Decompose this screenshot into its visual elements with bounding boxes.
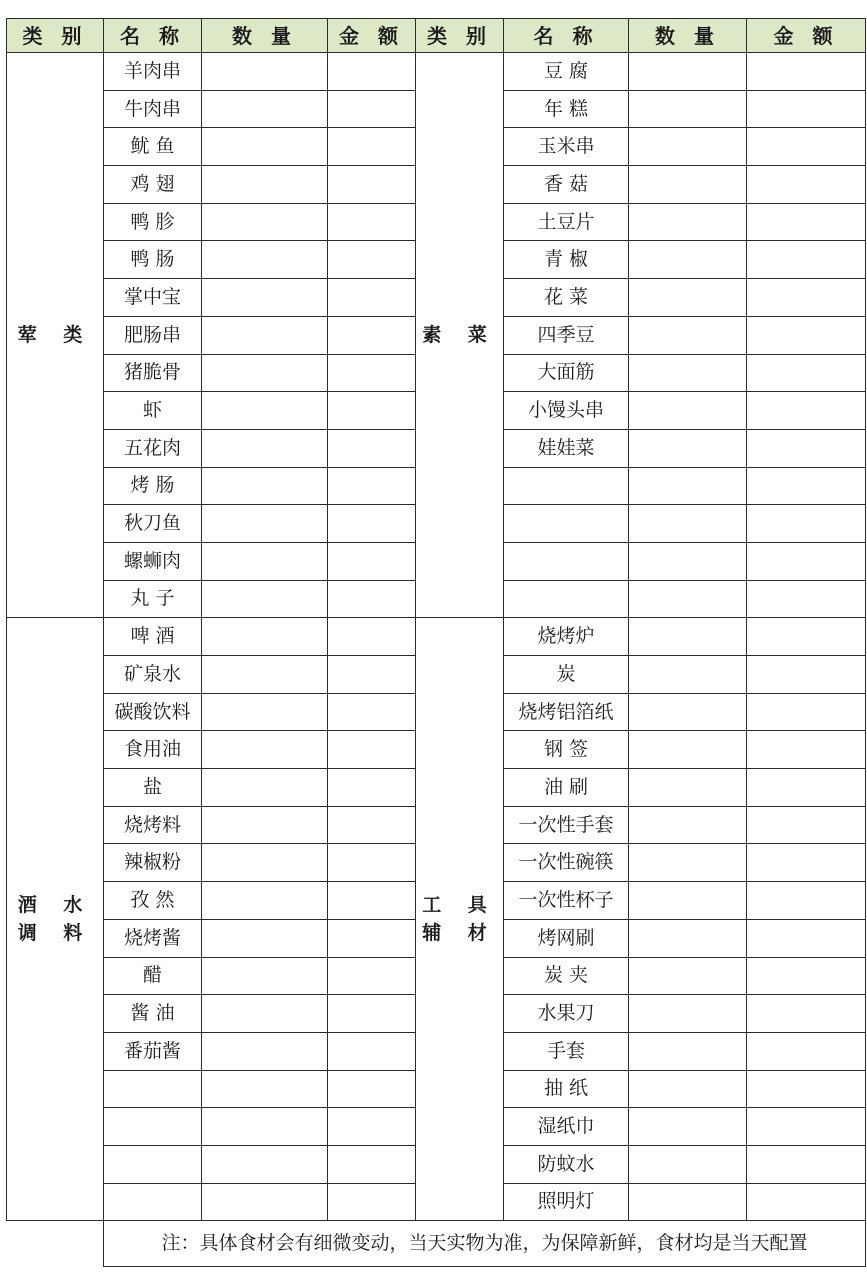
item-name-right: 土豆片: [504, 203, 629, 241]
quantity-cell-right[interactable]: [629, 919, 747, 957]
item-name-right: 烧烤炉: [504, 618, 629, 656]
item-name-right: 一次性手套: [504, 806, 629, 844]
quantity-cell-left[interactable]: [202, 769, 328, 807]
amount-cell-right[interactable]: [747, 1183, 866, 1221]
header-quantity-right: 数 量: [629, 19, 747, 53]
quantity-cell-right[interactable]: [629, 957, 747, 995]
item-name-left: 羊肉串: [104, 53, 202, 91]
header-amount-left: 金 额: [328, 19, 416, 53]
amount-cell-right[interactable]: [747, 693, 866, 731]
item-name-left: [104, 1070, 202, 1108]
amount-cell-left[interactable]: [328, 1145, 416, 1183]
item-name-right: 抽 纸: [504, 1070, 629, 1108]
item-name-left: 丸 子: [104, 580, 202, 618]
quantity-cell-left[interactable]: [202, 128, 328, 166]
quantity-cell-left[interactable]: [202, 995, 328, 1033]
amount-cell-left[interactable]: [328, 580, 416, 618]
quantity-cell-left[interactable]: [202, 1108, 328, 1146]
amount-cell-right[interactable]: [747, 806, 866, 844]
quantity-cell-right[interactable]: [629, 1145, 747, 1183]
quantity-cell-right[interactable]: [629, 354, 747, 392]
amount-cell-left[interactable]: [328, 806, 416, 844]
quantity-cell-right[interactable]: [629, 505, 747, 543]
note-row: [7, 1221, 866, 1267]
quantity-cell-left[interactable]: [202, 166, 328, 204]
quantity-cell-right[interactable]: [629, 731, 747, 769]
quantity-cell-left[interactable]: [202, 580, 328, 618]
category-label: 素 菜: [422, 324, 497, 347]
quantity-cell-left[interactable]: [202, 392, 328, 430]
amount-cell-right[interactable]: [747, 279, 866, 317]
amount-cell-left[interactable]: [328, 53, 416, 91]
item-name-right: 香 菇: [504, 166, 629, 204]
category-cell-left: [7, 53, 104, 618]
amount-cell-left[interactable]: [328, 392, 416, 430]
quantity-cell-left[interactable]: [202, 316, 328, 354]
category-label: 工 具: [422, 894, 497, 917]
quantity-cell-right[interactable]: [629, 279, 747, 317]
category-cell-right: [416, 53, 504, 618]
amount-cell-right[interactable]: [747, 392, 866, 430]
item-name-right: 照明灯: [504, 1183, 629, 1221]
amount-cell-left[interactable]: [328, 618, 416, 656]
amount-cell-right[interactable]: [747, 53, 866, 91]
quantity-cell-left[interactable]: [202, 203, 328, 241]
quantity-cell-left[interactable]: [202, 53, 328, 91]
amount-cell-right[interactable]: [747, 844, 866, 882]
quantity-cell-left[interactable]: [202, 1070, 328, 1108]
quantity-cell-left[interactable]: [202, 618, 328, 656]
item-name-right: 玉米串: [504, 128, 629, 166]
note-blank-cell: [7, 1221, 104, 1267]
item-name-left: 辣椒粉: [104, 844, 202, 882]
amount-cell-right[interactable]: [747, 241, 866, 279]
quantity-cell-right[interactable]: [629, 995, 747, 1033]
item-name-right: 青 椒: [504, 241, 629, 279]
quantity-cell-left[interactable]: [202, 429, 328, 467]
item-name-left: 螺蛳肉: [104, 542, 202, 580]
quantity-cell-right[interactable]: [629, 542, 747, 580]
amount-cell-left[interactable]: [328, 844, 416, 882]
item-name-left: 食用油: [104, 731, 202, 769]
item-name-left: 鸭 胗: [104, 203, 202, 241]
quantity-cell-right[interactable]: [629, 316, 747, 354]
header-quantity-left: 数 量: [202, 19, 328, 53]
header-amount-right: 金 额: [747, 19, 866, 53]
amount-cell-right[interactable]: [747, 1070, 866, 1108]
item-name-right: 一次性碗筷: [504, 844, 629, 882]
amount-cell-right[interactable]: [747, 1108, 866, 1146]
amount-cell-right[interactable]: [747, 1145, 866, 1183]
item-name-left: 番茄酱: [104, 1032, 202, 1070]
item-name-right: 防蚊水: [504, 1145, 629, 1183]
amount-cell-left[interactable]: [328, 995, 416, 1033]
item-name-left: 矿泉水: [104, 656, 202, 694]
amount-cell-left[interactable]: [328, 656, 416, 694]
quantity-cell-left[interactable]: [202, 656, 328, 694]
quantity-cell-right[interactable]: [629, 203, 747, 241]
quantity-cell-left[interactable]: [202, 693, 328, 731]
amount-cell-right[interactable]: [747, 128, 866, 166]
amount-cell-left[interactable]: [328, 731, 416, 769]
quantity-cell-left[interactable]: [202, 731, 328, 769]
item-name-left: 肥肠串: [104, 316, 202, 354]
amount-cell-left[interactable]: [328, 279, 416, 317]
item-name-left: [104, 1183, 202, 1221]
item-name-right: 烤网刷: [504, 919, 629, 957]
item-name-left: 鱿 鱼: [104, 128, 202, 166]
category-label: 酒 水: [17, 894, 93, 917]
quantity-cell-right[interactable]: [629, 241, 747, 279]
amount-cell-left[interactable]: [328, 354, 416, 392]
amount-cell-left[interactable]: [328, 542, 416, 580]
amount-cell-left[interactable]: [328, 90, 416, 128]
amount-cell-right[interactable]: [747, 995, 866, 1033]
quantity-cell-right[interactable]: [629, 580, 747, 618]
item-name-left: 五花肉: [104, 429, 202, 467]
quantity-cell-left[interactable]: [202, 1032, 328, 1070]
header-name-right: 名 称: [504, 19, 629, 53]
item-name-left: 孜 然: [104, 882, 202, 920]
quantity-cell-left[interactable]: [202, 505, 328, 543]
amount-cell-left[interactable]: [328, 769, 416, 807]
amount-cell-right[interactable]: [747, 618, 866, 656]
quantity-cell-left[interactable]: [202, 919, 328, 957]
item-name-right: 烧烤铝箔纸: [504, 693, 629, 731]
item-name-right: 炭 夹: [504, 957, 629, 995]
amount-cell-left[interactable]: [328, 316, 416, 354]
quantity-cell-right[interactable]: [629, 429, 747, 467]
item-name-right: 水果刀: [504, 995, 629, 1033]
quantity-cell-right[interactable]: [629, 1108, 747, 1146]
item-name-right: 小馒头串: [504, 392, 629, 430]
category-cell-right: [416, 618, 504, 1221]
amount-cell-right[interactable]: [747, 429, 866, 467]
amount-cell-left[interactable]: [328, 1032, 416, 1070]
item-name-right: 湿纸巾: [504, 1108, 629, 1146]
amount-cell-right[interactable]: [747, 656, 866, 694]
quantity-cell-left[interactable]: [202, 354, 328, 392]
category-cell-left: [7, 618, 104, 1221]
quantity-cell-left[interactable]: [202, 467, 328, 505]
quantity-cell-left[interactable]: [202, 1183, 328, 1221]
item-name-left: 碳酸饮料: [104, 693, 202, 731]
item-name-left: 牛肉串: [104, 90, 202, 128]
amount-cell-right[interactable]: [747, 166, 866, 204]
quantity-cell-right[interactable]: [629, 392, 747, 430]
item-name-left: 鸡 翅: [104, 166, 202, 204]
amount-cell-right[interactable]: [747, 882, 866, 920]
amount-cell-right[interactable]: [747, 1032, 866, 1070]
quantity-cell-right[interactable]: [629, 1070, 747, 1108]
amount-cell-left[interactable]: [328, 429, 416, 467]
quantity-cell-left[interactable]: [202, 90, 328, 128]
quantity-cell-right[interactable]: [629, 90, 747, 128]
item-name-right: 一次性杯子: [504, 882, 629, 920]
amount-cell-right[interactable]: [747, 919, 866, 957]
item-name-right: 炭: [504, 656, 629, 694]
quantity-cell-right[interactable]: [629, 693, 747, 731]
table-row: [7, 53, 866, 91]
header-category-left: 类 别: [7, 19, 104, 53]
amount-cell-left[interactable]: [328, 693, 416, 731]
amount-cell-left[interactable]: [328, 241, 416, 279]
category-label: 荤 类: [17, 324, 93, 347]
quantity-cell-left[interactable]: [202, 1145, 328, 1183]
quantity-cell-left[interactable]: [202, 806, 328, 844]
quantity-cell-right[interactable]: [629, 844, 747, 882]
item-name-left: 掌中宝: [104, 279, 202, 317]
amount-cell-right[interactable]: [747, 957, 866, 995]
item-name-left: 鸭 肠: [104, 241, 202, 279]
item-name-right: [504, 580, 629, 618]
quantity-cell-right[interactable]: [629, 769, 747, 807]
quantity-cell-left[interactable]: [202, 957, 328, 995]
quantity-cell-left[interactable]: [202, 279, 328, 317]
item-name-left: 秋刀鱼: [104, 505, 202, 543]
quantity-cell-right[interactable]: [629, 1183, 747, 1221]
quantity-cell-right[interactable]: [629, 656, 747, 694]
item-name-left: 烤 肠: [104, 467, 202, 505]
amount-cell-left[interactable]: [328, 166, 416, 204]
item-name-right: 豆 腐: [504, 53, 629, 91]
quantity-cell-right[interactable]: [629, 618, 747, 656]
amount-cell-right[interactable]: [747, 203, 866, 241]
item-name-left: [104, 1108, 202, 1146]
item-name-left: 酱 油: [104, 995, 202, 1033]
amount-cell-left[interactable]: [328, 919, 416, 957]
amount-cell-right[interactable]: [747, 580, 866, 618]
amount-cell-left[interactable]: [328, 505, 416, 543]
amount-cell-left[interactable]: [328, 203, 416, 241]
item-name-right: 手套: [504, 1032, 629, 1070]
quantity-cell-left[interactable]: [202, 542, 328, 580]
amount-cell-right[interactable]: [747, 731, 866, 769]
item-name-right: 四季豆: [504, 316, 629, 354]
amount-cell-right[interactable]: [747, 316, 866, 354]
item-name-right: 花 菜: [504, 279, 629, 317]
header-name-left: 名 称: [104, 19, 202, 53]
amount-cell-left[interactable]: [328, 1183, 416, 1221]
amount-cell-right[interactable]: [747, 542, 866, 580]
quantity-cell-right[interactable]: [629, 128, 747, 166]
quantity-cell-left[interactable]: [202, 241, 328, 279]
item-name-right: 钢 签: [504, 731, 629, 769]
quantity-cell-left[interactable]: [202, 882, 328, 920]
amount-cell-right[interactable]: [747, 769, 866, 807]
amount-cell-left[interactable]: [328, 1070, 416, 1108]
amount-cell-left[interactable]: [328, 467, 416, 505]
header-category-right: 类 别: [416, 19, 504, 53]
item-name-right: 娃娃菜: [504, 429, 629, 467]
amount-cell-right[interactable]: [747, 505, 866, 543]
item-name-left: 烧烤酱: [104, 919, 202, 957]
quantity-cell-right[interactable]: [629, 806, 747, 844]
amount-cell-left[interactable]: [328, 128, 416, 166]
item-name-right: 年 糕: [504, 90, 629, 128]
quantity-cell-right[interactable]: [629, 166, 747, 204]
item-name-left: 醋: [104, 957, 202, 995]
item-name-right: [504, 467, 629, 505]
shopping-list-table: [6, 18, 866, 1267]
amount-cell-left[interactable]: [328, 1108, 416, 1146]
header-row: [7, 19, 866, 53]
quantity-cell-right[interactable]: [629, 1032, 747, 1070]
amount-cell-left[interactable]: [328, 957, 416, 995]
quantity-cell-right[interactable]: [629, 882, 747, 920]
amount-cell-right[interactable]: [747, 90, 866, 128]
footnote: 注：具体食材会有细微变动，当天实物为准，为保障新鲜，食材均是当天配置: [104, 1221, 866, 1267]
category-label: 辅 材: [422, 922, 497, 945]
quantity-cell-right[interactable]: [629, 53, 747, 91]
item-name-right: 油 刷: [504, 769, 629, 807]
amount-cell-left[interactable]: [328, 882, 416, 920]
quantity-cell-left[interactable]: [202, 844, 328, 882]
item-name-right: 大面筋: [504, 354, 629, 392]
item-name-right: [504, 542, 629, 580]
item-name-left: 啤 酒: [104, 618, 202, 656]
quantity-cell-right[interactable]: [629, 467, 747, 505]
table-row: [7, 618, 866, 656]
item-name-right: [504, 505, 629, 543]
item-name-left: 虾: [104, 392, 202, 430]
item-name-left: 猪脆骨: [104, 354, 202, 392]
amount-cell-right[interactable]: [747, 354, 866, 392]
item-name-left: [104, 1145, 202, 1183]
item-name-left: 盐: [104, 769, 202, 807]
category-label: 调 料: [17, 922, 93, 945]
item-name-left: 烧烤料: [104, 806, 202, 844]
amount-cell-right[interactable]: [747, 467, 866, 505]
